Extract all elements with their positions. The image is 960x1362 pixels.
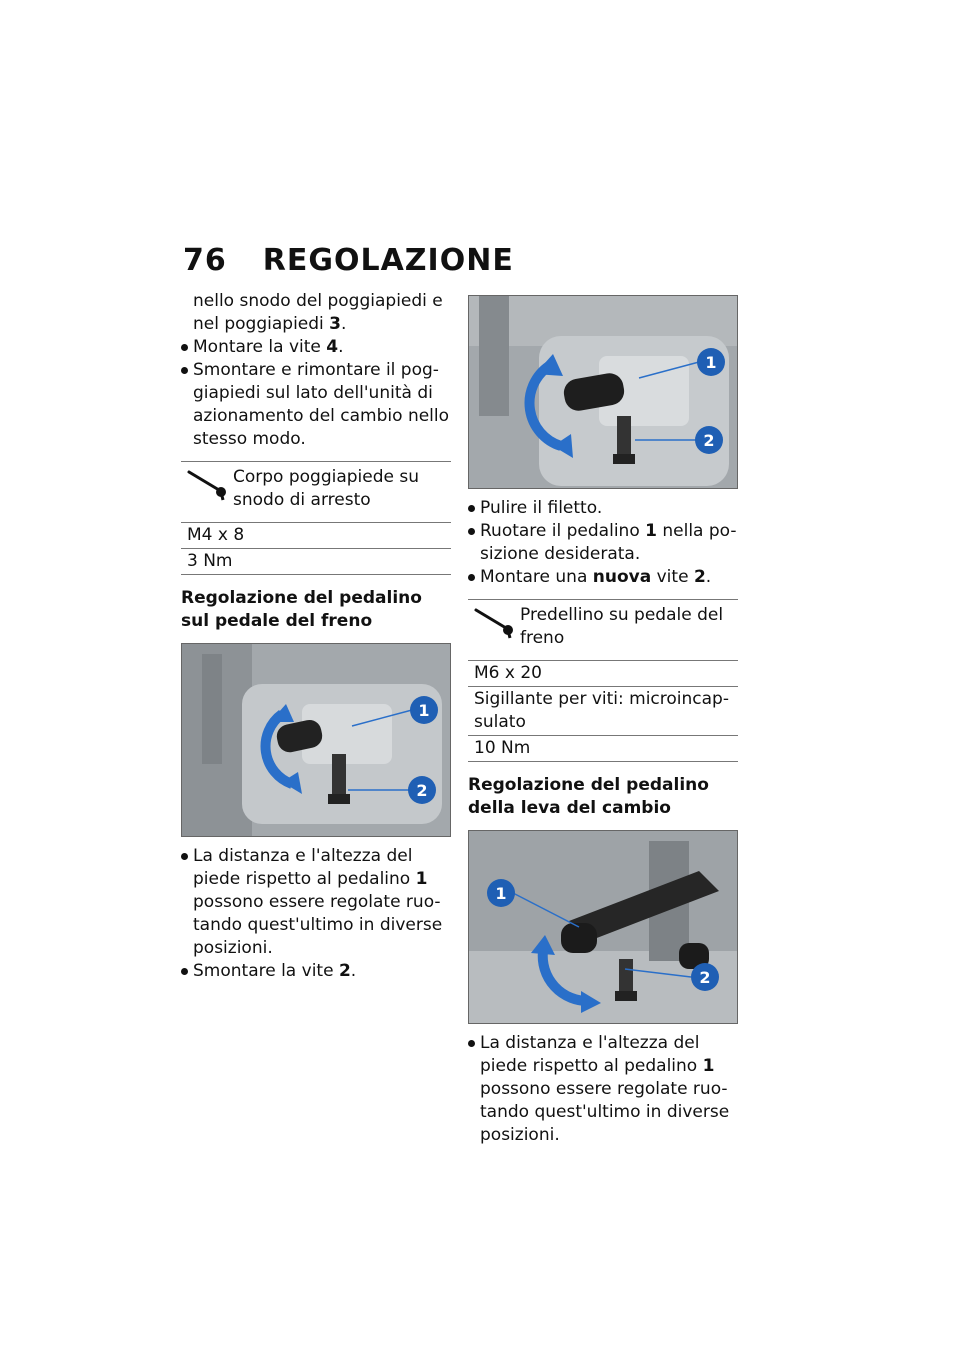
- page-header: [183, 240, 514, 280]
- shift-lever-figure: [468, 830, 738, 1024]
- callout-1: 1: [418, 701, 430, 720]
- torque-spec-table: [468, 599, 738, 762]
- spec-row: M6 x 20: [468, 661, 738, 687]
- bullet-item: Smontare e rimontare il pog-giapiedi sul lato dell'unità di azionamento del cambio nello stesso modo.: [181, 359, 451, 451]
- brake-pedal-mount-illustration: [469, 296, 737, 488]
- spec-row: M4 x 8: [181, 523, 451, 549]
- torque-wrench-icon: [474, 604, 516, 640]
- brake-pedal-mount-figure: [468, 295, 738, 489]
- spec-header: [468, 600, 738, 661]
- continued-text: nello snodo del poggiapiedi e nel poggiapiedi 3.: [193, 291, 443, 334]
- bullet-item: Pulire il filetto.: [468, 497, 738, 520]
- spec-row: Sigillante per viti: microincap-sulato: [468, 687, 738, 736]
- spec-title: Corpo poggiapiede su snodo di arresto: [233, 467, 420, 510]
- left-column: [181, 290, 451, 983]
- page-number: 76: [183, 242, 227, 278]
- bullet-item: La distanza e l'altezza del piede rispetto al pedalino 1 possono essere regolate ruo-tando quest'ultimo in diverse posizioni.: [468, 1032, 738, 1147]
- spec-row: 3 Nm: [181, 549, 451, 575]
- callout-1: 1: [705, 353, 717, 372]
- brake-pedal-figure: [181, 643, 451, 837]
- shift-lever-illustration: [469, 831, 737, 1023]
- bullet-item: La distanza e l'altezza del piede rispetto al pedalino 1 possono essere regolate ruo-tando quest'ultimo in diverse posizioni.: [181, 845, 451, 960]
- spec-title: Predellino su pedale del freno: [520, 605, 724, 648]
- section-heading: Regolazione del pedalino sul pedale del freno: [181, 588, 422, 631]
- bullet-item: Smontare la vite 2.: [181, 960, 451, 983]
- section-heading: Regolazione del pedalino della leva del cambio: [468, 775, 709, 818]
- bullet-item: Ruotare il pedalino 1 nella po-sizione desiderata.: [468, 520, 738, 566]
- callout-2: 2: [699, 968, 711, 987]
- brake-pedal-illustration: [182, 644, 450, 836]
- callout-2: 2: [703, 431, 715, 450]
- bullet-item: Montare una nuova vite 2.: [468, 566, 738, 589]
- callout-1: 1: [495, 884, 507, 903]
- callout-2: 2: [416, 781, 428, 800]
- bullet-item: Montare la vite 4.: [181, 336, 451, 359]
- spec-row: 10 Nm: [468, 736, 738, 762]
- torque-wrench-icon: [187, 466, 229, 502]
- torque-spec-table: [181, 461, 451, 575]
- section-title: REGOLAZIONE: [262, 242, 514, 278]
- right-column: [468, 295, 738, 1147]
- spec-header: [181, 462, 451, 523]
